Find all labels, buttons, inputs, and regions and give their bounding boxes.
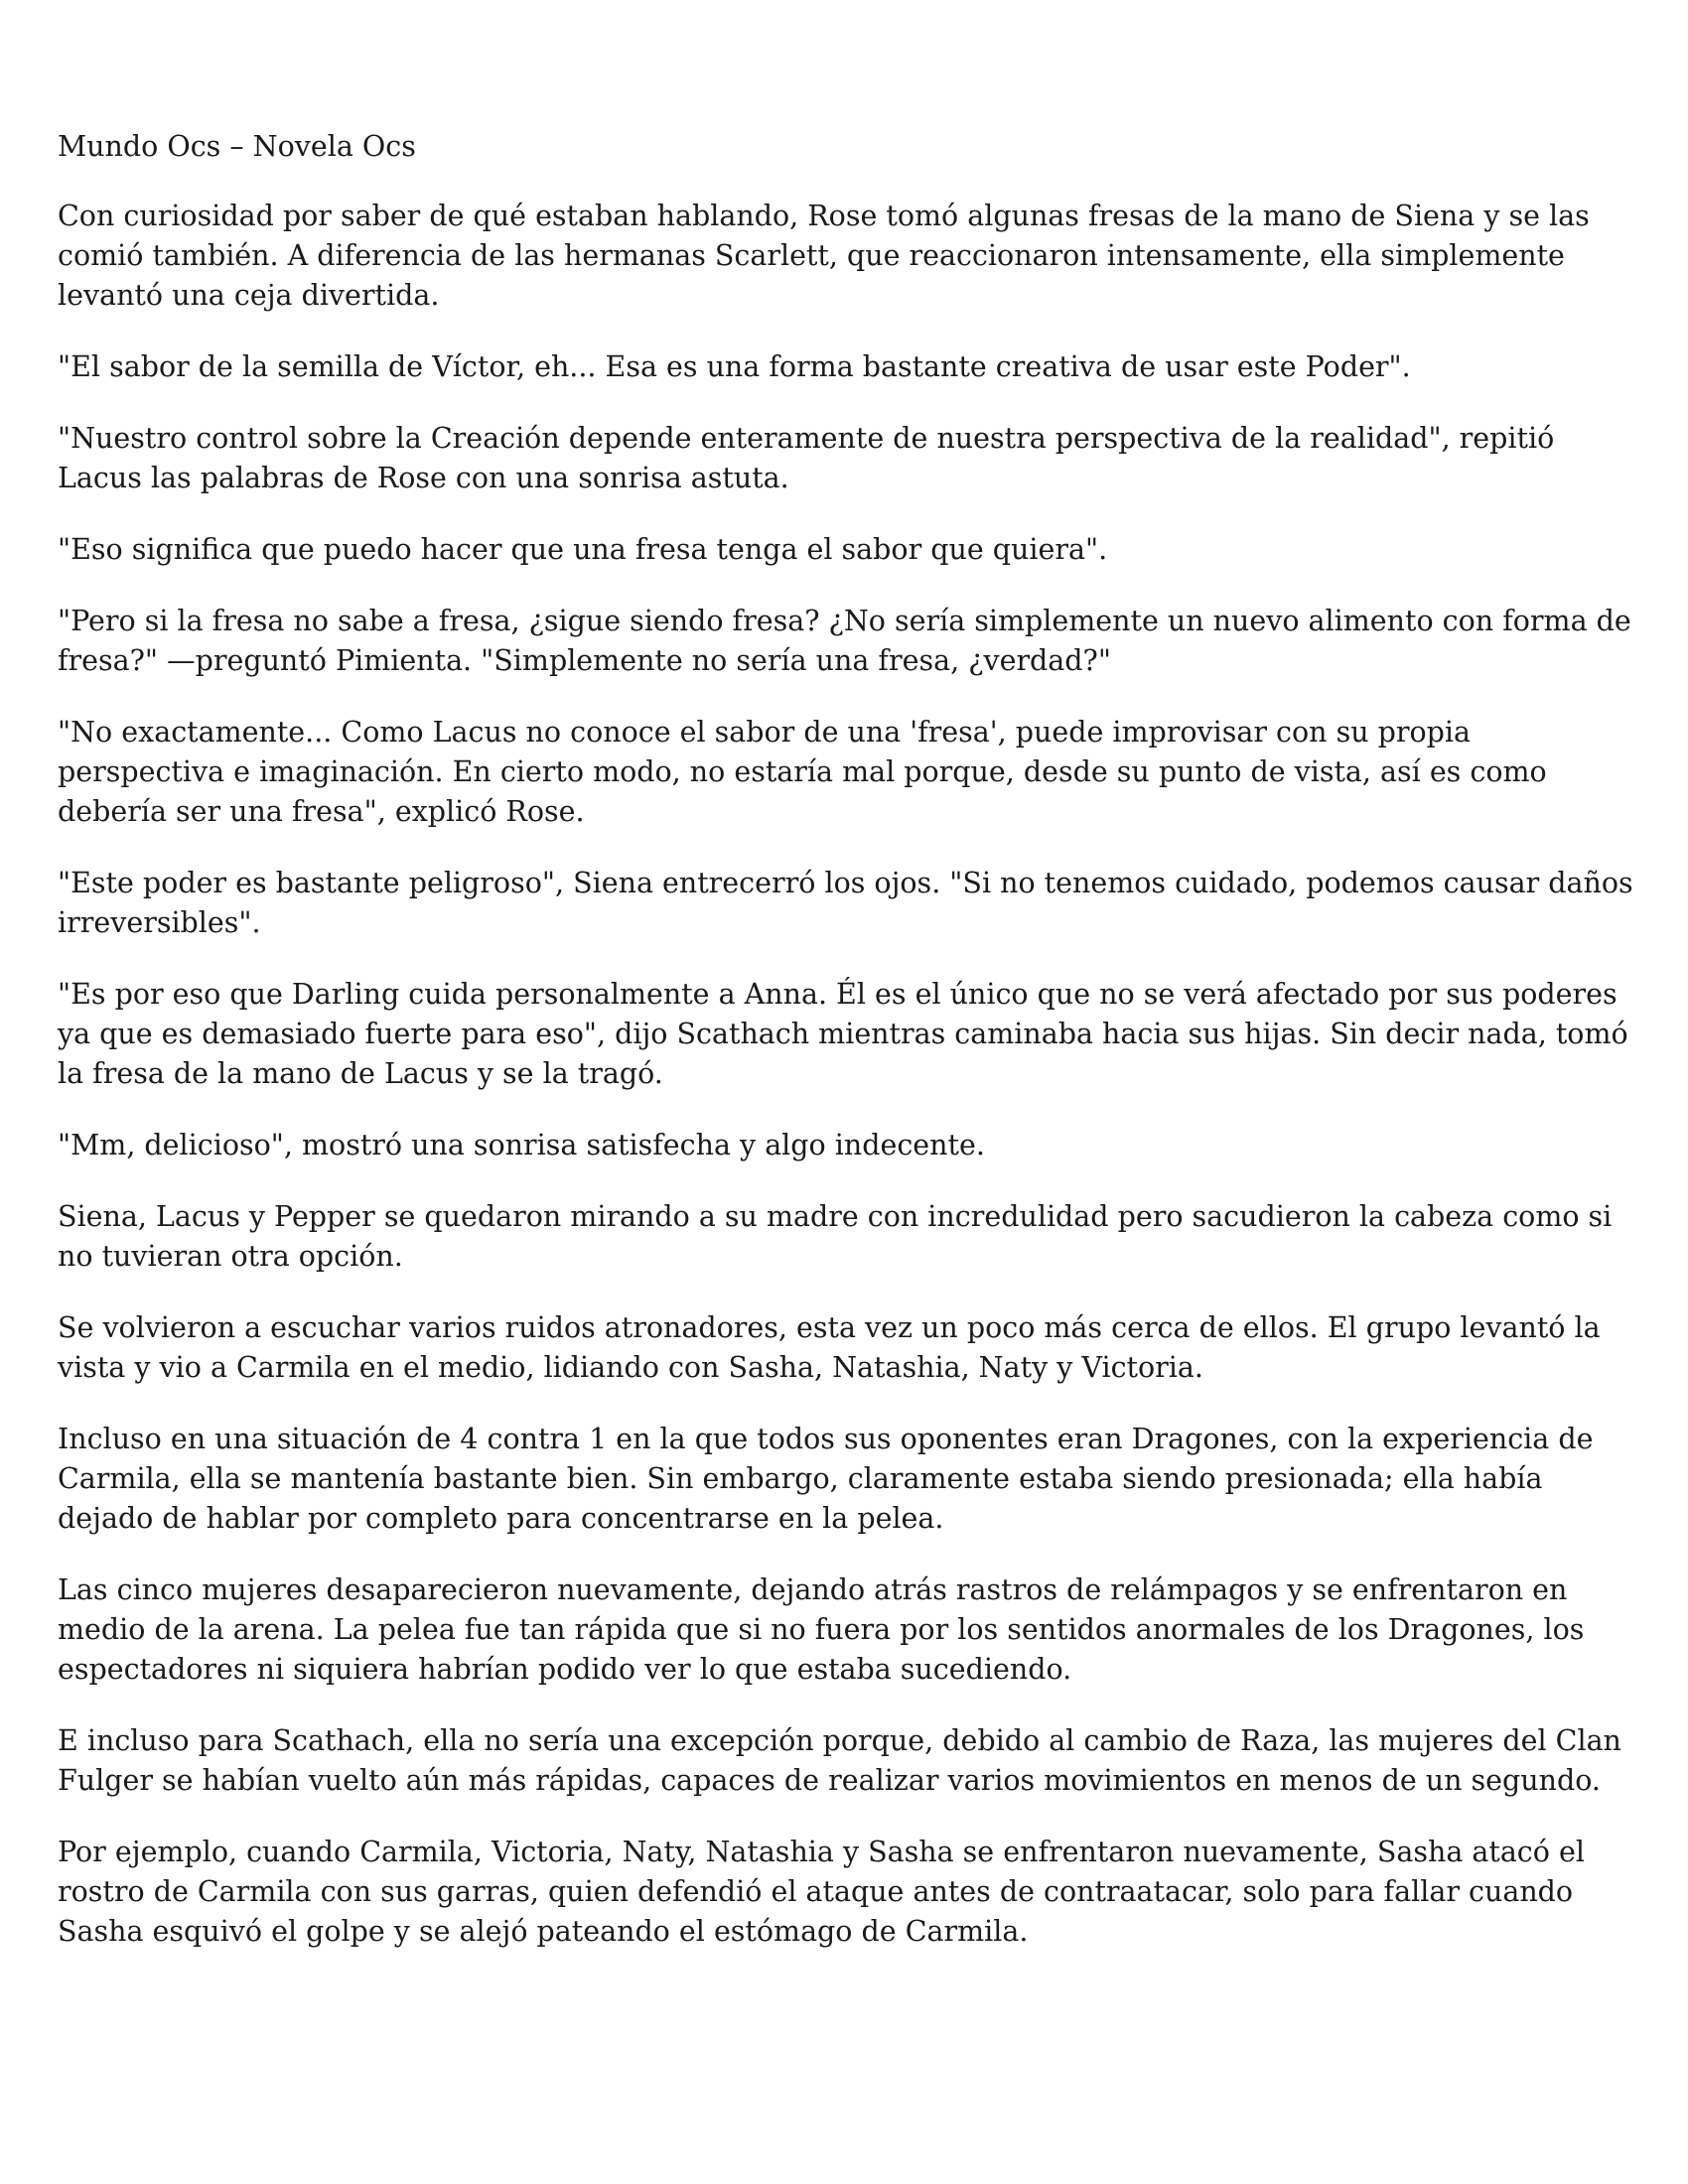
paragraph: Con curiosidad por saber de qué estaban hablando, Rose tomó algunas fresas de la mano de Siena y se las comió también. A diferencia de las hermanas Scarlett, que reaccionaron intensamente, ella simplemente levantó una ceja divertida. [58, 200, 1590, 312]
paragraph: "Este poder es bastante peligroso", Siena entrecerró los ojos. "Si no tenemos cuidado, podemos causar daños irreversibles". [58, 867, 1633, 939]
paragraph: "Eso significa que puedo hacer que una fresa tenga el sabor que quiera". [58, 533, 1108, 566]
document-body [58, 127, 1636, 1983]
paragraph: "No exactamente... Como Lacus no conoce el sabor de una 'fresa', puede improvisar con su propia perspectiva e imaginación. En cierto modo, no estaría mal porque, desde su punto de vista, así es como debería ser una fresa", explicó Rose. [58, 716, 1547, 828]
paragraph: "Mm, delicioso", mostró una sonrisa satisfecha y algo indecente. [58, 1129, 985, 1161]
paragraph: "Nuestro control sobre la Creación depende enteramente de nuestra perspectiva de la realidad", repitió Lacus las palabras de Rose con una sonrisa astuta. [58, 422, 1555, 494]
paragraph: Se volvieron a escuchar varios ruidos atronadores, esta vez un poco más cerca de ellos. El grupo levantó la vista y vio a Carmila en el medio, lidiando con Sasha, Natashia, Naty y Victoria. [58, 1311, 1601, 1384]
paragraph: Siena, Lacus y Pepper se quedaron mirando a su madre con incredulidad pero sacudieron la cabeza como si no tuvieran otra opción. [58, 1200, 1613, 1273]
paragraph: "Es por eso que Darling cuida personalmente a Anna. Él es el único que no se verá afectado por sus poderes ya que es demasiado fuerte para eso", dijo Scathach mientras caminaba hacia sus hijas. Sin decir nada, tomó la fresa de la mano de Lacus y se la tragó. [58, 978, 1628, 1090]
paragraph: E incluso para Scathach, ella no sería una excepción porque, debido al cambio de Raza, las mujeres del Clan Fulger se habían vuelto aún más rápidas, capaces de realizar varios movimientos en menos de un segundo. [58, 1724, 1621, 1797]
paragraph: Las cinco mujeres desaparecieron nuevamente, dejando atrás rastros de relámpagos y se enfrentaron en medio de la arena. La pelea fue tan rápida que si no fuera por los sentidos anormales de los Dragones, los espectadores ni siquiera habrían podido ver lo que estaba sucediendo. [58, 1573, 1585, 1686]
paragraph: "El sabor de la semilla de Víctor, eh... Esa es una forma bastante creativa de usar este Poder". [58, 350, 1411, 383]
paragraph: Por ejemplo, cuando Carmila, Victoria, Naty, Natashia y Sasha se enfrentaron nuevamente, Sasha atacó el rostro de Carmila con sus garras, quien defendió el ataque antes de contraatacar, solo para fallar cuando Sasha esquivó el golpe y se alejó pateando el estómago de Carmila. [58, 1836, 1585, 1948]
paragraph: Incluso en una situación de 4 contra 1 en la que todos sus oponentes eran Dragones, con la experiencia de Carmila, ella se mantenía bastante bien. Sin embargo, claramente estaba siendo presionada; ella había dejado de hablar por completo para concentrarse en la pelea. [58, 1423, 1594, 1535]
paragraph: "Pero si la fresa no sabe a fresa, ¿sigue siendo fresa? ¿No sería simplemente un nuevo alimento con forma de fresa?" —preguntó Pimienta. "Simplemente no sería una fresa, ¿verdad?" [58, 605, 1631, 677]
document-header: Mundo Ocs – Novela Ocs [58, 130, 416, 163]
